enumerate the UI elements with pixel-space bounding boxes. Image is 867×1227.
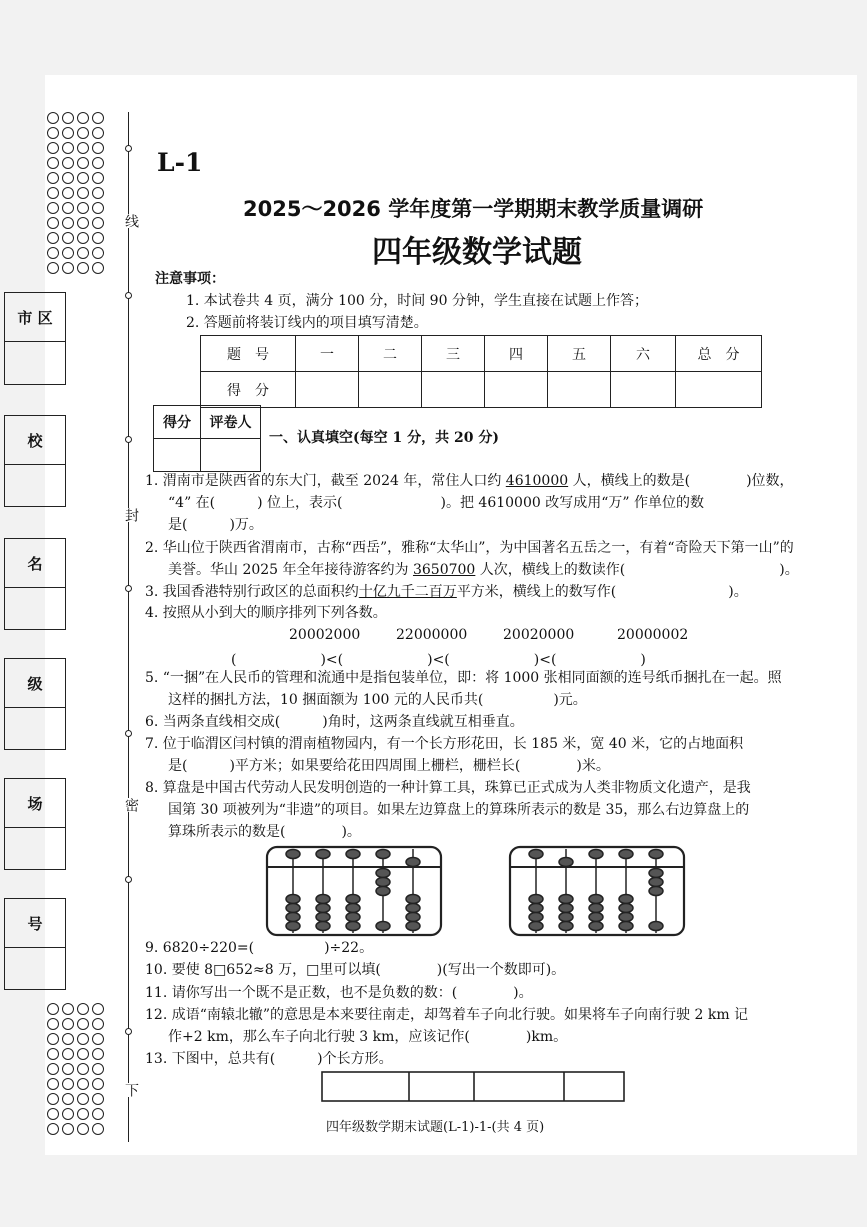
decorative-dot — [62, 142, 74, 154]
abacus-bead — [559, 913, 573, 922]
question-6: 6. 当两条直线相交成( )角时，这两条直线就互相垂直。 — [145, 714, 524, 730]
decorative-dot — [92, 172, 104, 184]
binding-hole — [125, 292, 132, 299]
decorative-dot — [62, 1048, 74, 1060]
decorative-dot — [62, 247, 74, 259]
decorative-dot — [92, 1018, 104, 1030]
binding-hole — [125, 436, 132, 443]
grader-box — [153, 405, 261, 472]
abacus-bead — [286, 895, 300, 904]
q4-number-4: 20000002 — [617, 627, 689, 643]
question-3 — [145, 581, 748, 604]
decorative-dot — [92, 157, 104, 169]
decorative-dot — [47, 187, 59, 199]
decorative-dot — [47, 1078, 59, 1090]
abacus-bead — [316, 913, 330, 922]
abacus-bead — [376, 887, 390, 896]
abacus-bead — [589, 922, 603, 931]
binding-line — [128, 112, 129, 1142]
decorative-dot — [47, 1003, 59, 1015]
decorative-dot — [77, 1003, 89, 1015]
decorative-dot — [92, 1078, 104, 1090]
q4-number-3: 20020000 — [503, 627, 575, 643]
binding-word-mi: 密 — [123, 798, 139, 812]
abacus-bead — [346, 913, 360, 922]
header-total: 总 分 — [676, 336, 762, 372]
decorative-dot — [77, 1018, 89, 1030]
abacus-bead — [529, 913, 543, 922]
decorative-dot — [77, 232, 89, 244]
decorative-dot — [77, 172, 89, 184]
score-cell[interactable] — [548, 372, 611, 408]
decorative-dot — [77, 112, 89, 124]
decorative-dot — [62, 1033, 74, 1045]
decorative-dot — [77, 1093, 89, 1105]
abacus-bead — [619, 913, 633, 922]
decorative-dot — [77, 187, 89, 199]
abacus-bead — [346, 895, 360, 904]
field-label: 号 — [5, 899, 65, 948]
decorative-dot — [62, 157, 74, 169]
notice-item-2: 2. 答题前将装订线内的项目填写清楚。 — [186, 315, 428, 331]
field-city-district[interactable] — [4, 292, 66, 385]
abacus-bead — [559, 904, 573, 913]
header-part-5: 五 — [548, 336, 611, 372]
abacus-bead — [346, 850, 360, 859]
decorative-dot — [77, 202, 89, 214]
underlined-number: 十亿九千二百万 — [358, 584, 457, 600]
decorative-dot — [47, 1063, 59, 1075]
score-cell[interactable] — [422, 372, 485, 408]
score-table-header-row — [201, 336, 762, 372]
binding-hole — [125, 585, 132, 592]
decorative-dot — [62, 1078, 74, 1090]
field-number[interactable] — [4, 898, 66, 990]
decorative-dot — [92, 202, 104, 214]
binding-hole — [125, 876, 132, 883]
decorative-dot — [47, 262, 59, 274]
question-9: 9. 6820÷220=( )÷22。 — [145, 940, 374, 956]
abacus-bead — [406, 904, 420, 913]
abacus-bead — [376, 850, 390, 859]
binding-word-xian: 线 — [123, 214, 139, 228]
text: 1. 渭南市是陕西省的东大门，截至 2024 年，常住人口约 — [145, 473, 506, 489]
question-12-line-2: 作+2 km，那么车子向北行驶 3 km，应该记作( )km。 — [168, 1029, 568, 1045]
abacus-bead — [376, 878, 390, 887]
abacus-bead — [649, 850, 663, 859]
abacus-bead — [346, 922, 360, 931]
abacus-bead — [559, 895, 573, 904]
abacus-bead — [529, 922, 543, 931]
abacus-bead — [589, 904, 603, 913]
exam-subtitle: 四年级数学试题 — [372, 235, 582, 270]
decorative-dot — [92, 142, 104, 154]
decorative-dot — [92, 232, 104, 244]
decorative-dot — [47, 1123, 59, 1135]
abacus-bead — [649, 878, 663, 887]
question-7-line-1: 7. 位于临渭区闫村镇的渭南植物园内，有一个长方形花田，长 185 米，宽 40 米，它的占地面积 — [145, 736, 744, 752]
field-label: 校 — [5, 416, 65, 465]
decorative-dot — [92, 1093, 104, 1105]
question-1-line-1 — [145, 470, 794, 493]
question-7-line-2: 是( )平方米；如果要给花田四周围上栅栏，栅栏长( )米。 — [168, 758, 610, 774]
abacus-bead — [649, 922, 663, 931]
abacus-left-figure — [265, 845, 443, 937]
question-5-line-1: 5. “一捆”在人民币的管理和流通中是指包装单位，即：将 1000 张相同面额的连号纸币捆扎在一起。照 — [145, 670, 782, 686]
decorative-dot — [77, 1078, 89, 1090]
abacus-bead — [376, 922, 390, 931]
score-cell[interactable] — [485, 372, 548, 408]
question-1-line-2: “4” 在( ) 位上，表示( )。把 4610000 改写成用“万” 作单位的数 — [168, 495, 704, 511]
decorative-dot — [62, 217, 74, 229]
field-label: 市 区 — [5, 293, 65, 342]
decorative-dot — [77, 157, 89, 169]
decorative-dot — [92, 1123, 104, 1135]
question-12-line-1: 12. 成语“南辕北辙”的意思是本来要往南走，却驾着车子向北行驶。如果将车子向南行驶 2 km 记 — [145, 1007, 749, 1023]
decorative-dot — [47, 217, 59, 229]
decorative-dot — [47, 1033, 59, 1045]
decorative-dot — [92, 187, 104, 199]
decorative-dot — [62, 1108, 74, 1120]
text: 平方米，横线上的数写作( )。 — [456, 584, 748, 600]
abacus-bead — [529, 850, 543, 859]
score-cell[interactable] — [359, 372, 422, 408]
decorative-dot — [77, 142, 89, 154]
decorative-dot — [47, 1108, 59, 1120]
field-label: 场 — [5, 779, 65, 828]
paper-code: L-1 — [157, 148, 203, 177]
decorative-dot — [77, 1033, 89, 1045]
decorative-dot — [92, 217, 104, 229]
abacus-bead — [406, 858, 420, 867]
underlined-number: 3650700 — [412, 562, 476, 578]
grader-label: 评卷人 — [201, 406, 261, 439]
decorative-dot — [47, 112, 59, 124]
field-label: 名 — [5, 539, 65, 588]
decorative-dot — [92, 247, 104, 259]
decorative-dot — [47, 157, 59, 169]
score-table — [200, 335, 762, 408]
question-11: 11. 请你写出一个既不是正数，也不是负数的数：( )。 — [145, 985, 533, 1001]
decorative-dot — [77, 1048, 89, 1060]
abacus-bead — [316, 895, 330, 904]
question-8-line-2: 国第 30 项被列为“非遗”的项目。如果左边算盘上的算珠所表示的数是 35，那么右边算盘上的 — [168, 802, 750, 818]
abacus-bead — [406, 895, 420, 904]
abacus-bead — [559, 858, 573, 867]
decorative-dot — [77, 247, 89, 259]
decorative-dot — [47, 127, 59, 139]
decorative-dot — [47, 172, 59, 184]
header-part-4: 四 — [485, 336, 548, 372]
binding-word-feng: 封 — [123, 508, 139, 522]
binding-hole — [125, 1028, 132, 1035]
binding-dots-top — [47, 112, 104, 274]
question-5-line-2: 这样的捆扎方法，10 捆面额为 100 元的人民币共( )元。 — [168, 692, 587, 708]
field-exam-room[interactable] — [4, 778, 66, 870]
section-1-title: 一、认真填空(每空 1 分，共 20 分) — [269, 430, 499, 446]
q4-answer-blanks[interactable]: ( )<( )<( )<( ) — [231, 652, 646, 668]
field-label: 级 — [5, 659, 65, 708]
notice-heading: 注意事项： — [155, 271, 225, 287]
decorative-dot — [77, 127, 89, 139]
binding-hole — [125, 145, 132, 152]
abacus-bead — [316, 850, 330, 859]
question-1-line-3: 是( )万。 — [168, 517, 263, 533]
grader-score-label: 得分 — [154, 406, 201, 439]
decorative-dot — [62, 187, 74, 199]
grader-score-cell[interactable] — [154, 439, 201, 472]
rectangles-figure — [321, 1071, 627, 1103]
header-question-no: 题 号 — [201, 336, 296, 372]
decorative-dot — [77, 262, 89, 274]
page-footer: 四年级数学期末试题(L-1)-1-(共 4 页) — [326, 1120, 545, 1135]
header-part-6: 六 — [611, 336, 676, 372]
abacus-bead — [376, 869, 390, 878]
abacus-bead — [589, 913, 603, 922]
decorative-dot — [62, 1123, 74, 1135]
decorative-dot — [62, 112, 74, 124]
decorative-dot — [92, 1033, 104, 1045]
abacus-bead — [649, 887, 663, 896]
question-8-line-3: 算珠所表示的数是( )。 — [168, 824, 361, 840]
decorative-dot — [92, 262, 104, 274]
decorative-dot — [47, 142, 59, 154]
decorative-dot — [47, 1048, 59, 1060]
decorative-dot — [47, 1093, 59, 1105]
decorative-dot — [62, 1018, 74, 1030]
header-part-2: 二 — [359, 336, 422, 372]
question-2-line-2 — [168, 559, 799, 582]
decorative-dot — [77, 217, 89, 229]
decorative-dot — [62, 1063, 74, 1075]
abacus-bead — [619, 922, 633, 931]
abacus-bead — [619, 895, 633, 904]
notice-item-1: 1. 本试卷共 4 页，满分 100 分，时间 90 分钟，学生直接在试题上作答； — [186, 293, 648, 309]
binding-hole — [125, 730, 132, 737]
abacus-bead — [346, 904, 360, 913]
abacus-bead — [559, 922, 573, 931]
abacus-bead — [589, 850, 603, 859]
decorative-dot — [47, 202, 59, 214]
abacus-bead — [286, 850, 300, 859]
text: 3. 我国香港特别行政区的总面积约 — [145, 584, 359, 600]
text: 人次，横线上的数读作( )。 — [475, 562, 799, 578]
decorative-dot — [77, 1063, 89, 1075]
abacus-bead — [529, 904, 543, 913]
abacus-bead — [619, 904, 633, 913]
decorative-dot — [47, 232, 59, 244]
decorative-dot — [92, 112, 104, 124]
field-class[interactable] — [4, 658, 66, 750]
question-2-line-1: 2. 华山位于陕西省渭南市，古称“西岳”，雅称“太华山”，为中国著名五岳之一，有着“奇险天下第一山”的 — [145, 540, 794, 556]
header-part-1: 一 — [296, 336, 359, 372]
decorative-dot — [92, 1048, 104, 1060]
decorative-dot — [62, 232, 74, 244]
question-10: 10. 要使 8□652≈8 万，□里可以填( )(写出一个数即可)。 — [145, 962, 566, 978]
score-cell[interactable] — [611, 372, 676, 408]
decorative-dot — [62, 172, 74, 184]
row-label-score: 得 分 — [201, 372, 296, 408]
score-table-score-row — [201, 372, 762, 408]
abacus-bead — [316, 922, 330, 931]
question-8-line-1: 8. 算盘是中国古代劳动人民发明创造的一种计算工具，珠算已正式成为人类非物质文化遗产，是我 — [145, 780, 751, 796]
header-part-3: 三 — [422, 336, 485, 372]
decorative-dot — [92, 1108, 104, 1120]
exam-title: 2025～2026 学年度第一学期期末教学质量调研 — [243, 197, 704, 221]
decorative-dot — [62, 202, 74, 214]
question-4: 4. 按照从小到大的顺序排列下列各数。 — [145, 605, 387, 621]
abacus-bead — [589, 895, 603, 904]
field-name[interactable] — [4, 538, 66, 630]
score-cell[interactable] — [296, 372, 359, 408]
decorative-dot — [77, 1123, 89, 1135]
text: 人，横线上的数是( )位数， — [568, 473, 794, 489]
binding-dots-bottom — [47, 1003, 104, 1135]
grader-name-cell[interactable] — [201, 439, 261, 472]
abacus-bead — [286, 904, 300, 913]
abacus-bead — [619, 850, 633, 859]
decorative-dot — [92, 127, 104, 139]
abacus-bead — [529, 895, 543, 904]
decorative-dot — [62, 1093, 74, 1105]
abacus-bead — [649, 869, 663, 878]
decorative-dot — [92, 1003, 104, 1015]
q4-number-2: 22000000 — [396, 627, 468, 643]
abacus-bead — [286, 913, 300, 922]
decorative-dot — [77, 1108, 89, 1120]
abacus-bead — [406, 922, 420, 931]
abacus-bead — [406, 913, 420, 922]
decorative-dot — [62, 1003, 74, 1015]
field-school[interactable] — [4, 415, 66, 507]
q4-number-1: 20002000 — [289, 627, 361, 643]
text: 美誉。华山 2025 年全年接待游客约为 — [168, 562, 413, 578]
decorative-dot — [62, 127, 74, 139]
abacus-right-figure — [508, 845, 686, 937]
decorative-dot — [92, 1063, 104, 1075]
underlined-number: 4610000 — [505, 473, 569, 489]
decorative-dot — [47, 1018, 59, 1030]
score-cell[interactable] — [676, 372, 762, 408]
decorative-dot — [47, 247, 59, 259]
abacus-bead — [316, 904, 330, 913]
binding-word-xia: 下 — [123, 1083, 139, 1097]
abacus-bead — [286, 922, 300, 931]
decorative-dot — [62, 262, 74, 274]
question-13: 13. 下图中，总共有( )个长方形。 — [145, 1051, 393, 1067]
